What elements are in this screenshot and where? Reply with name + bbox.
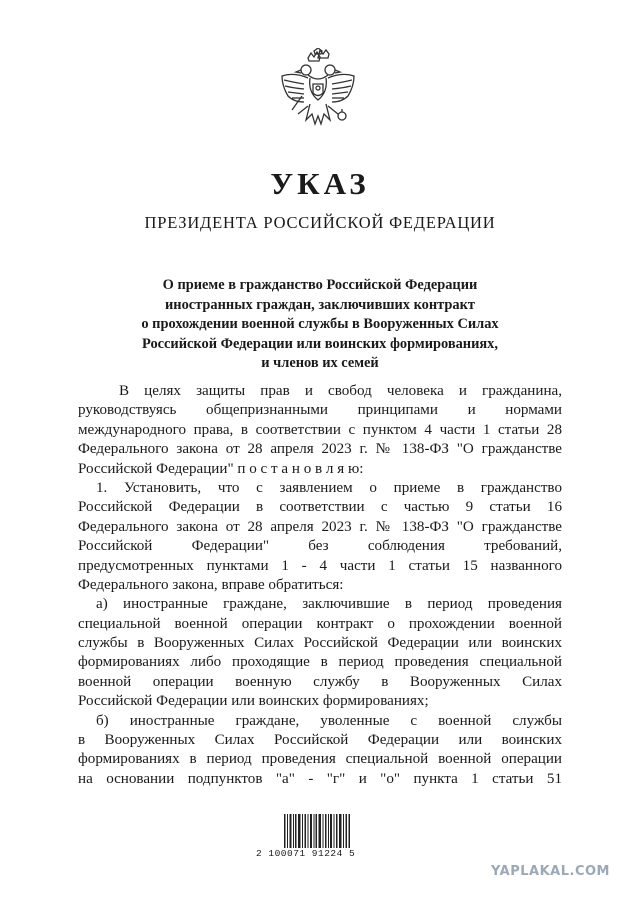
body-line: В целях защиты прав и свобод человека и гражданина, — [119, 383, 562, 399]
body-line: б) иностранные граждане, уволенные с военной службы — [96, 712, 562, 729]
body-line: 1. Установить, что с заявлением о приеме в гражданство — [96, 479, 562, 496]
body-line: Российской Федерации" п о с т а н о в л я ю: — [78, 460, 364, 477]
body-line: руководствуясь общепризнанными принципами и нормами — [78, 402, 562, 419]
body-line: в Вооруженных Силах Российской Федерации или воинских — [78, 732, 562, 749]
barcode-number: 2 100071 91224 5 — [256, 848, 356, 859]
barcode-icon — [284, 808, 350, 848]
body-line: военной операции военную службу в Вооруженных Силах — [78, 673, 562, 690]
body-line: Российской Федерации или воинских формированиях; — [78, 693, 429, 710]
coat-of-arms-icon — [270, 48, 366, 144]
heading-line: Российской Федерации или воинских формированиях, — [142, 335, 498, 352]
watermark: YAPLAKAL.COM — [491, 864, 610, 879]
body-line: специальной военной операции контракт о прохождении военной — [78, 615, 562, 632]
body-line: Федерального закона от 28 апреля 2023 г. № 138-ФЗ "О гражданстве — [78, 441, 562, 458]
body-line: Российской Федерации в соответствии с частью 9 статьи 16 — [78, 499, 562, 516]
heading-line: иностранных граждан, заключивших контракт — [165, 296, 475, 313]
decree-heading — [80, 276, 560, 374]
body-line: а) иностранные граждане, заключившие в период проведения — [96, 596, 562, 613]
body-line: Федерального закона от 28 апреля 2023 г. № 138-ФЗ "О гражданстве — [78, 518, 562, 535]
body-line: формированиях в период проведения специальной военной операции — [78, 751, 562, 768]
issuer-title: ПРЕЗИДЕНТА РОССИЙСКОЙ ФЕДЕРАЦИИ — [144, 213, 496, 232]
body-line: международного права, в соответствии с пунктом 4 части 1 статьи 28 — [78, 421, 562, 438]
body-line: Федерального закона, вправе обратиться: — [78, 576, 344, 593]
body-line: службы в Вооруженных Силах Российской Федерации или воинских — [78, 635, 562, 652]
heading-line: и членов их семей — [261, 355, 379, 371]
body-line: предусмотренных пунктами 1 - 4 части 1 статьи 15 названного — [78, 557, 562, 574]
decree-body — [78, 382, 562, 789]
body-line: Российской Федерации" без соблюдения требований, — [78, 538, 562, 555]
body-line: формированиях либо проходящие в период проведения специальной — [78, 654, 562, 671]
heading-line: о прохождении военной службы в Вооруженных Силах — [141, 316, 499, 332]
heading-line: О приеме в гражданство Российской Федерации — [162, 277, 478, 293]
document-type-title: УКАЗ — [270, 166, 370, 201]
body-line: на основании подпунктов "а" - "г" и "о" пункта 1 статьи 51 — [78, 770, 562, 787]
